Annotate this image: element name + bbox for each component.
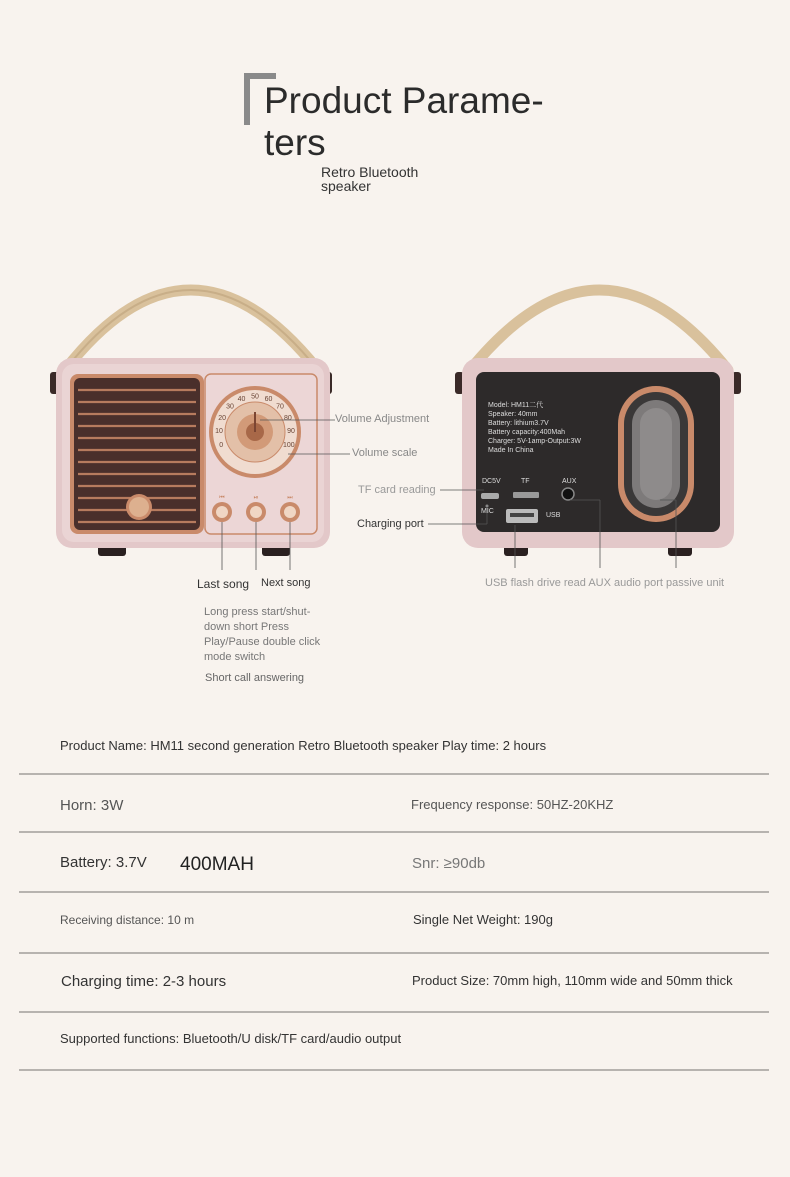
page-subtitle: Retro Bluetooth speaker [321, 164, 419, 194]
dial-tick-label: 50 [251, 393, 259, 401]
svg-text:⏭: ⏭ [287, 495, 293, 501]
spec-row [19, 833, 769, 893]
port-label-mic: MIC [481, 508, 494, 515]
dial-tick-label: 30 [226, 403, 234, 411]
dial-tick-label: 40 [237, 396, 246, 404]
spec-row [19, 775, 769, 833]
spec-product-name: Product Name: HM11 second generation Retro Bluetooth speaker Play time: 2 hours [60, 738, 547, 753]
spec-row [19, 1013, 769, 1071]
port-label-tf: TF [521, 478, 530, 485]
spec-frequency: Frequency response: 50HZ-20KHZ [411, 797, 614, 812]
port-label-usb: USB [546, 512, 561, 519]
spec-size: Product Size: 70mm high, 110mm wide and 50mm thick [412, 973, 733, 988]
dial-tick-label: 20 [218, 414, 226, 422]
spec-charging-time: Charging time: 2-3 hours [61, 973, 227, 990]
back-panel-specs [488, 401, 581, 455]
back-charger: Charger: 5V-1amp-Output:3W [488, 438, 581, 445]
spec-horn: Horn: 3W [60, 797, 124, 814]
back-origin: Made In China [488, 447, 534, 454]
dial-tick-label: 10 [215, 428, 223, 436]
back-capacity: Battery capacity:400Mah [488, 429, 566, 436]
page-title: Product Parame-ters [264, 80, 544, 163]
back-speaker-size: Speaker: 40mm [488, 411, 538, 418]
callout-last-song: Last song [197, 577, 250, 591]
port-label-dc: DC5V [482, 478, 501, 485]
callout-charging-port: Charging port [357, 518, 424, 530]
back-battery: Battery: lithium3.7V [488, 420, 549, 427]
port-label-aux: AUX [562, 478, 577, 485]
svg-text:⏮: ⏮ [219, 495, 225, 501]
spec-snr: Snr: ≥90db [412, 855, 486, 872]
callout-tf-card: TF card reading [358, 484, 436, 496]
svg-text:⏯: ⏯ [253, 495, 259, 501]
spec-capacity: 400MAH [180, 854, 254, 875]
dial-tick-label: 80 [284, 414, 292, 422]
spec-battery: Battery: 3.7V [60, 854, 147, 871]
dial-tick-label: 70 [276, 403, 284, 411]
callout-next-song: Next song [261, 577, 311, 589]
callout-play-description: Long press start/shut-down short Press Play/Pause double click mode switch [204, 606, 321, 663]
spec-row [19, 893, 769, 954]
spec-distance: Receiving distance: 10 m [60, 913, 195, 927]
dial-tick-label: 90 [287, 428, 295, 436]
spec-functions: Supported functions: Bluetooth/U disk/TF card/audio output [60, 1031, 402, 1046]
spec-weight: Single Net Weight: 190g [413, 912, 553, 927]
callout-volume-adjustment: Volume Adjustment [335, 413, 430, 425]
back-model: Model: HM11二代 [488, 402, 544, 409]
spec-row [19, 716, 769, 775]
callout-bottom-ports: USB flash drive read AUX audio port passive unit [485, 577, 725, 589]
dial-tick-label: 100 [282, 441, 295, 449]
callout-call-answering: Short call answering [205, 672, 305, 684]
dial-tick-label: 0 [219, 441, 224, 449]
spec-row [19, 954, 769, 1013]
callout-volume-scale: Volume scale [352, 447, 418, 459]
front-speaker [50, 290, 332, 556]
dial-tick-label: 60 [264, 396, 273, 404]
